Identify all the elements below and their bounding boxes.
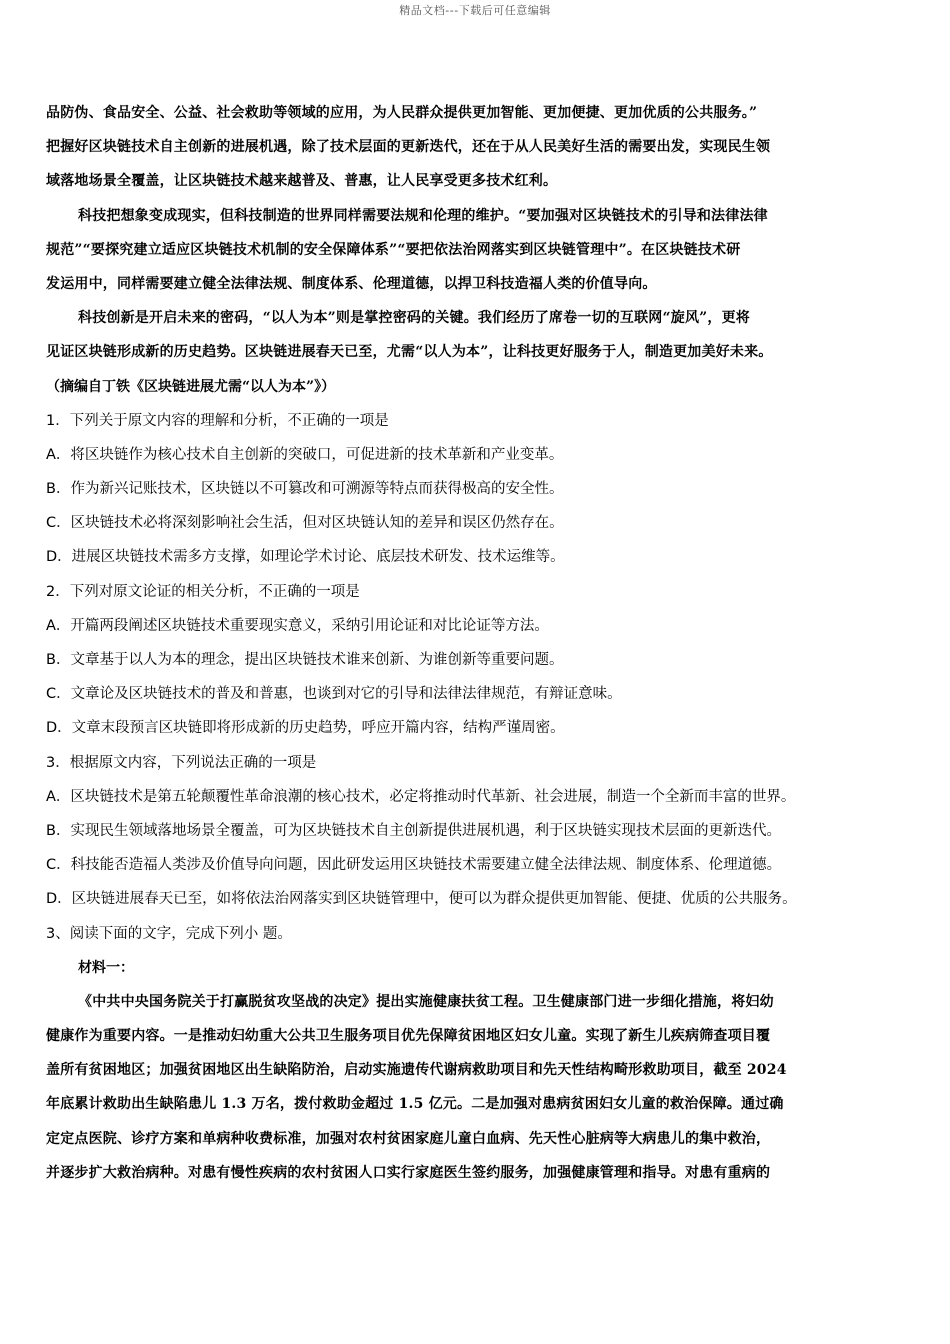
page-header: 精品文档---下载后可任意编辑: [399, 4, 551, 17]
paragraph-line: 并逐步扩大救治病种。对患有慢性疾病的农村贫困人口实行家庭医生签约服务，加强健康管理和指导。对患有重病的: [46, 1164, 771, 1181]
material-label: 材料一：: [78, 959, 134, 976]
question-3-stem: 3．根据原文内容，下列说法正确的一项是: [46, 754, 317, 771]
question-3-option-b: B．实现民生领域落地场景全覆盖，可为区块链技术自主创新提供进展机遇，利于区块链实现技术层面的更新迭代。: [46, 822, 781, 839]
question-1-option-c: C．区块链技术必将深刻影响社会生活，但对区块链认知的差异和误区仍然存在。: [46, 515, 564, 532]
question-3-option-c: C．科技能否造福人类涉及价值导向问题，因此研发运用区块链技术需要建立健全法律法规、制度体系、伦理道德。: [46, 857, 782, 874]
paragraph-line: 盖所有贫困地区；加强贫困地区出生缺陷防治，启动实施遗传代谢病救助项目和先天性结构畸形救助项目，截至 2024: [46, 1062, 787, 1079]
question-1-option-d: D．进展区块链技术需多方支撑，如理论学术讨论、底层技术研发、技术运维等。: [46, 549, 565, 566]
paragraph-line: 年底累计救助出生缺陷患儿 1.3 万名，拨付救助金超过 1.5 亿元。二是加强对患病贫困妇女儿童的救治保障。通过确: [46, 1096, 784, 1113]
section-instruction: 3、阅读下面的文字，完成下列小 题。: [46, 925, 292, 942]
paragraph-line: 规范”“要探究建立适应区块链技术机制的安全保障体系”“要把依法治网落实到区块链管理中”。在区块链技术研: [46, 241, 741, 258]
question-2-option-b: B．文章基于以人为本的理念，提出区块链技术谁来创新、为谁创新等重要问题。: [46, 652, 564, 668]
paragraph-line: 发运用中，同样需要建立健全法律法规、制度体系、伦理道德，以捍卫科技造福人类的价值导向。: [46, 275, 657, 292]
question-2-option-d: D．文章末段预言区块链即将形成新的历史趋势，呼应开篇内容，结构严谨周密。: [46, 720, 565, 737]
paragraph-line: 见证区块链形成新的历史趋势。区块链进展春天已至，尤需“以人为本”，让科技更好服务于人，制造更加美好未来。: [46, 344, 773, 361]
document-body: [46, 96, 912, 1190]
source-citation: （摘编自丁铁《区块链进展尤需“以人为本”》）: [46, 378, 336, 395]
paragraph-line: 《中共中央国务院关于打赢脱贫攻坚战的决定》提出实施健康扶贫工程。卫生健康部门进一步细化措施，将妇幼: [78, 993, 774, 1010]
question-2-stem: 2．下列对原文论证的相关分析，不正确的一项是: [46, 583, 360, 600]
paragraph-line: 品防伪、食品安全、公益、社会救助等领域的应用，为人民群众提供更加智能、更加便捷、更加优质的公共服务。”: [46, 105, 758, 121]
paragraph-line: 域落地场景全覆盖，让区块链技术越来越普及、普惠，让人民享受更多技术红利。: [46, 173, 558, 190]
question-2-option-c: C．文章论及区块链技术的普及和普惠，也谈到对它的引导和法律法律规范，有辩证意味。: [46, 686, 622, 703]
paragraph-line: 健康作为重要内容。一是推动妇幼重大公共卫生服务项目优先保障贫困地区妇女儿童。实现了新生儿疾病筛查项目覆: [46, 1028, 771, 1045]
question-3-option-d: D．区块链进展春天已至，如将依法治网落实到区块链管理中，便可以为群众提供更加智能、便捷、优质的公共服务。: [46, 891, 797, 908]
question-1-stem: 1．下列关于原文内容的理解和分析，不正确的一项是: [46, 412, 389, 429]
paragraph-line: 把握好区块链技术自主创新的进展机遇，除了技术层面的更新迭代，还在于从人民美好生活的需要出发，实现民生领: [46, 139, 771, 156]
question-1-option-b: B．作为新兴记账技术，区块链以不可篡改和可溯源等特点而获得极高的安全性。: [46, 481, 564, 498]
question-3-option-a: A．区块链技术是第五轮颠覆性革命浪潮的核心技术，必定将推动时代革新、社会进展，制造一个全新而丰富的世界。: [46, 788, 796, 805]
paragraph-line: 科技把想象变成现实，但科技制造的世界同样需要法规和伦理的维护。“要加强对区块链技术的引导和法律法律: [78, 207, 768, 224]
paragraph-line: 科技创新是开启未来的密码，“以人为本”则是掌控密码的关键。我们经历了席卷一切的互联网“旋风”，更将: [78, 310, 751, 327]
question-1-option-a: A．将区块链作为核心技术自主创新的突破口，可促进新的技术革新和产业变革。: [46, 446, 564, 463]
paragraph-line: 定定点医院、诊疗方案和单病种收费标准，加强对农村贫困家庭儿童白血病、先天性心脏病等大病患儿的集中救治，: [46, 1130, 771, 1147]
question-2-option-a: A．开篇两段阐述区块链技术重要现实意义，采纳引用论证和对比论证等方法。: [46, 617, 549, 634]
